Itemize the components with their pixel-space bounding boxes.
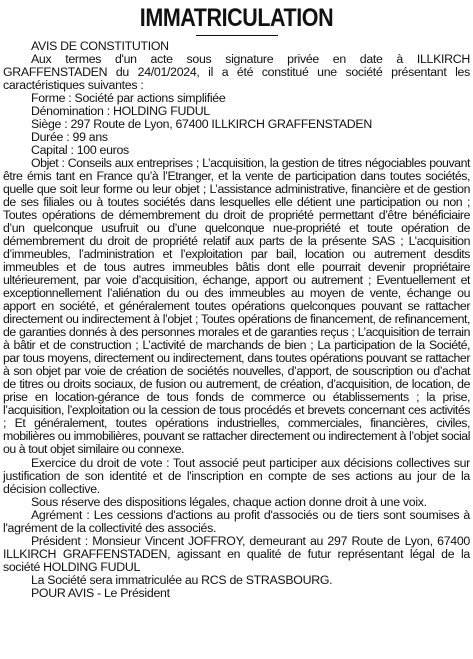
company-purpose: Objet : Conseils aux entreprises ; L’acquisition, la gestion de titres négociables pouvant être émis tant en France qu’à l’Etranger, et la vente de participation dans toutes sociétés, quelle que soit leur forme ou leur objet ; L’assistance administrative, financière et de gestion de ses filiales ou à toutes sociétés dans lesquelles elle détient une participation ou non ; Toutes opérations de démembrement du droit de propriété permettant d’être bénéficiaire d’un quelconque usufruit ou d’une quelconque nue-propriété et toute opération de démembrement du droit de propriété relatif aux parts de la présente SAS ; L’acquisition d’immeubles, l’administration et l’exploitation par bail, location ou autrement desdits immeubles et de tous autres immeubles bâtis dont elle pourrait devenir propriétaire ultérieurement, par voie d’acquisition, échange, apport ou autrement ; Eventuellement et exceptionnellement l’aliénation du ou des immeubles au moyen de vente, échange ou apport en société, et généralement toutes opérations quelconques pouvant se rattacher directement ou indirectement à l’objet ; Toutes opérations de financement, de refinancement, de garanties donnés à des personnes morales et de garanties reçus ; L’acquisition de terrain à bâtir et de construction ; L’activité de marchands de bien ; La participation de la Société, par tous moyens, directement ou indirectement, dans toutes opérations pouvant se rattacher à son objet par voie de création de sociétés nouvelles, d’apport, de souscription ou d’achat de titres ou droits sociaux, de fusion ou autrement, de création, d’acquisition, de location, de prise en location-gérance de tous fonds de commerce ou établissements ; la prise, l’acquisition, l’exploitation ou la cession de tous procédés et brevets concernant ces activités ; Et généralement, toutes opérations industrielles, commerciales, financières, civiles, mobilières ou immobilières, pouvant se rattacher directement ou indirectement à l’objet social ou à tout objet similaire ou connexe.	[3, 156, 470, 457]
title-underline	[196, 35, 278, 36]
registration-statement: La Société sera immatriculée au RCS de STRASBOURG.	[31, 572, 333, 587]
notice-body	[3, 40, 470, 600]
company-capital: Capital : 100 euros	[31, 143, 129, 158]
share-transfer-approval: Agrément : Les cessions d'actions au profit d'associés ou de tiers sont soumises à l'agrément de la collectivité des associés.	[3, 507, 470, 535]
notice-title: IMMATRICULATION	[139, 4, 334, 32]
constitution-intro: Aux termes d'un acte sous signature privée en date à ILLKIRCH GRAFFENSTADEN du 24/01/2024, il a été constitué une société présentant les caractéristiques suivantes :	[3, 52, 470, 93]
notice-subtitle: AVIS DE CONSTITUTION	[31, 39, 169, 53]
vote-per-share: Sous réserve des dispositions légales, chaque action donne droit à une voix.	[31, 494, 427, 509]
company-address: Siège : 297 Route de Lyon, 67400 ILLKIRCH GRAFFENSTADEN	[31, 117, 372, 132]
company-duration: Durée : 99 ans	[31, 130, 108, 145]
company-name: Dénomination : HOLDING FUDUL	[31, 104, 210, 119]
notice-signature: POUR AVIS - Le Président	[31, 585, 170, 600]
voting-rights: Exercice du droit de vote : Tout associé peut participer aux décisions collectives sur justification de son identité et de l'inscription en compte de ses actions au jour de la décision collective.	[3, 455, 470, 496]
company-form: Forme : Société par actions simplifiée	[31, 91, 226, 106]
president-details: Président : Monsieur Vincent JOFFROY, demeurant au 297 Route de Lyon, 67400 ILLKIRCH GRAFFENSTADEN, agissant en qualité de futur représentant légal de la société HOLDING FUDUL	[3, 533, 470, 574]
